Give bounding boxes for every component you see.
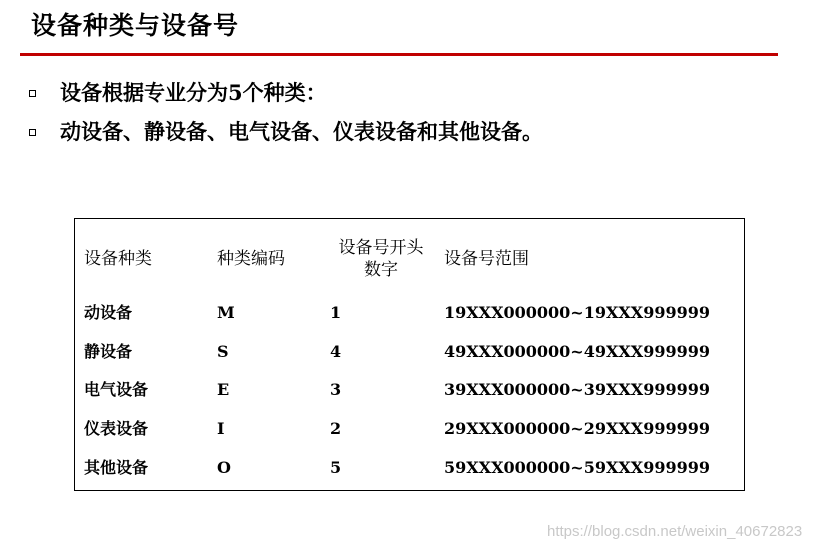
cell-type-code: I [217,419,225,438]
header-start-digit-line1: 设备号开头 [338,238,424,258]
bullet-item [29,116,543,146]
cell-type-code: S [217,342,229,361]
cell-number-range: 19XXX000000~19XXX999999 [444,303,711,322]
cell-start-digit: 1 [330,303,342,322]
slide-title: 设备种类与设备号 [31,11,240,40]
cell-device-type: 电气设备 [84,380,149,399]
bullet-text: 动设备、静设备、电气设备、仪表设备和其他设备。 [60,119,543,144]
header-number-range: 设备号范围 [444,249,529,269]
cell-type-code: O [217,458,231,477]
bullet-text: 设备根据专业分为5个种类： [60,80,327,105]
watermark-url: https://blog.csdn.net/weixin_40672823 [547,523,803,540]
cell-number-range: 49XXX000000~49XXX999999 [444,342,711,361]
cell-start-digit: 3 [330,380,342,399]
header-device-type: 设备种类 [84,249,152,269]
cell-device-type: 仪表设备 [84,419,149,438]
header-start-digit-line2: 数字 [364,260,398,280]
cell-start-digit: 4 [330,342,342,361]
cell-number-range: 39XXX000000~39XXX999999 [444,380,711,399]
square-bullet-icon [29,90,36,97]
header-start-digit [321,237,441,281]
header-type-code: 种类编码 [217,249,285,269]
cell-device-type: 动设备 [84,303,133,322]
cell-start-digit: 5 [330,458,342,477]
square-bullet-icon [29,129,36,136]
cell-start-digit: 2 [330,419,342,438]
cell-type-code: M [217,303,235,322]
cell-device-type: 静设备 [84,342,133,361]
cell-number-range: 59XXX000000~59XXX999999 [444,458,711,477]
cell-number-range: 29XXX000000~29XXX999999 [444,419,711,438]
cell-device-type: 其他设备 [84,458,149,477]
device-table [74,218,745,491]
cell-type-code: E [217,380,230,399]
title-divider [20,53,778,56]
bullet-item [29,77,327,107]
